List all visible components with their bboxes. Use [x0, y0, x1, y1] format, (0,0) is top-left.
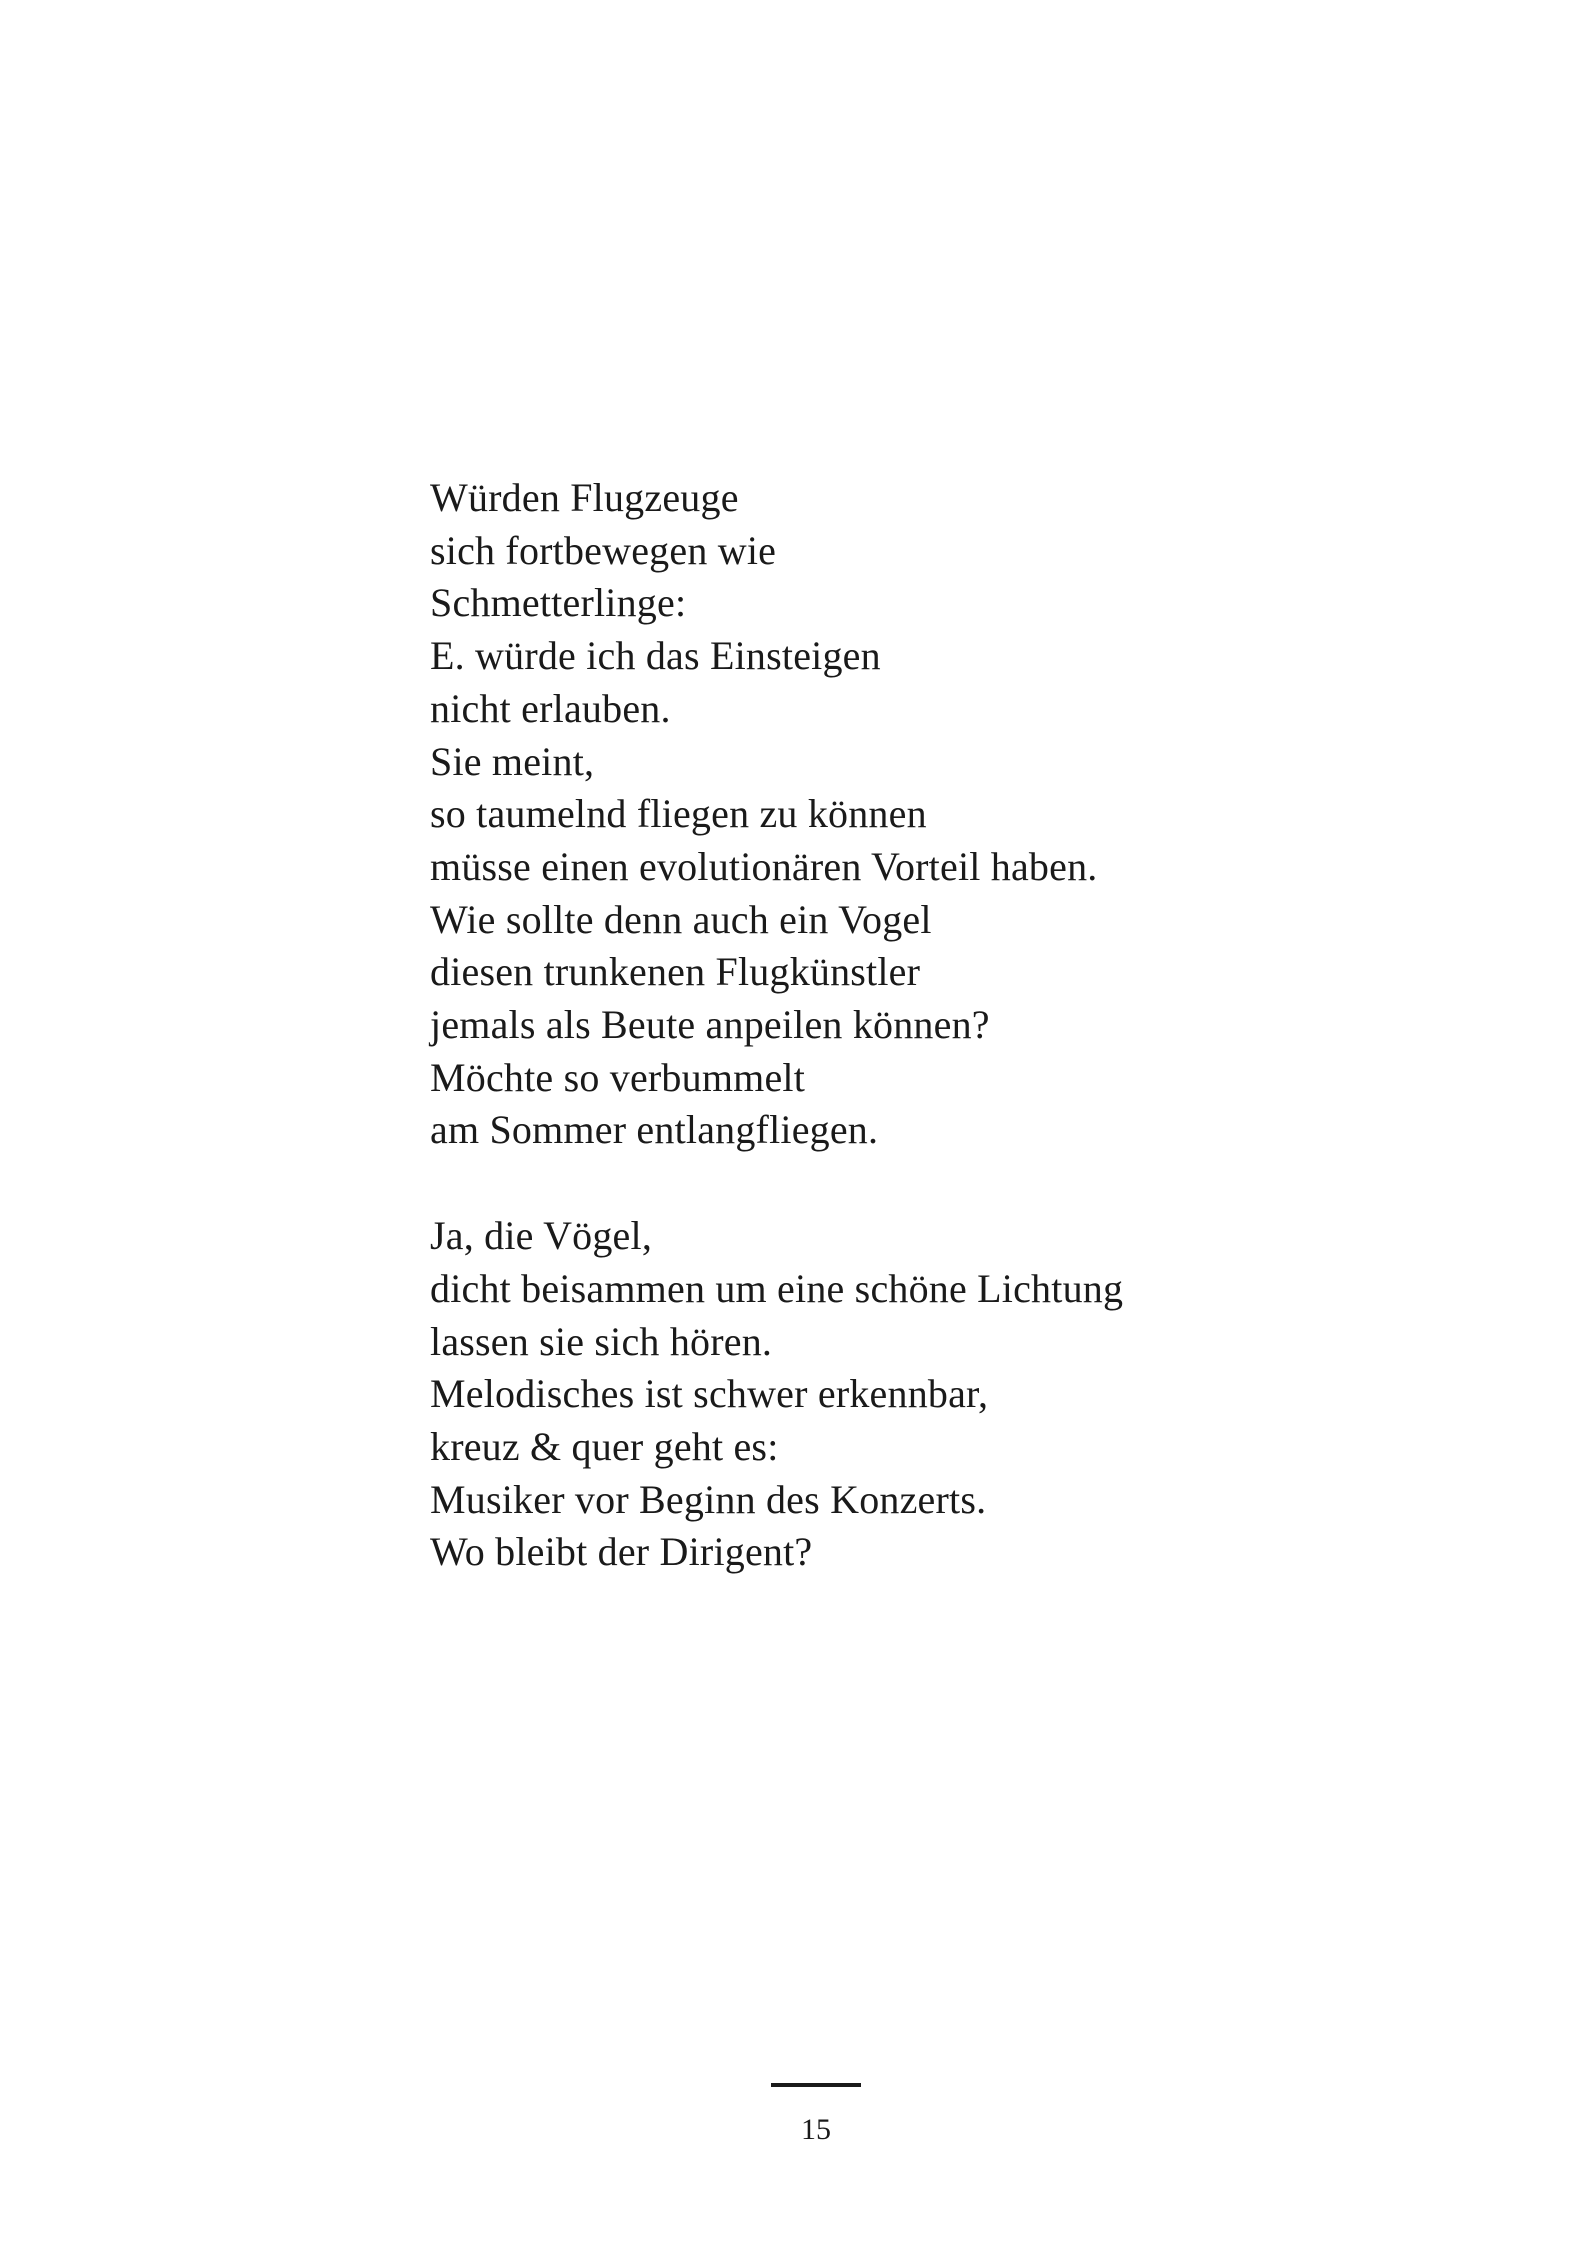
poem-line: am Sommer entlangfliegen.	[430, 1107, 879, 1153]
poem-line: müsse einen evolutionären Vorteil haben.	[430, 843, 1098, 889]
page-number: 15	[801, 2113, 831, 2146]
page-number-rule	[771, 2083, 861, 2087]
stanza-1	[430, 472, 1430, 1157]
poem-line: diesen trunkenen Flugkünstler	[430, 949, 921, 995]
stanza-2	[430, 1210, 1430, 1579]
poem-line: so taumelnd fliegen zu können	[430, 791, 927, 837]
poem	[430, 472, 1430, 1579]
poem-line: Wie sollte denn auch ein Vogel	[430, 896, 932, 942]
poem-line: dicht beisammen um eine schöne Lichtung	[430, 1265, 1124, 1311]
poem-line: Sie meint,	[430, 738, 595, 784]
poem-line: sich fortbewegen wie	[430, 527, 777, 573]
poem-line: kreuz & quer geht es:	[430, 1423, 779, 1469]
poem-line: Möchte so verbummelt	[430, 1054, 806, 1100]
poem-line: Schmetterlinge:	[430, 580, 687, 626]
poem-line: jemals als Beute anpeilen können?	[430, 1002, 990, 1048]
poem-line: Würden Flugzeuge	[430, 475, 739, 520]
poem-line: Musiker vor Beginn des Konzerts.	[430, 1476, 987, 1522]
poem-line: lassen sie sich hören.	[430, 1318, 773, 1364]
poem-line: Melodisches ist schwer erkennbar,	[430, 1371, 989, 1417]
poem-line: E. würde ich das Einsteigen	[430, 633, 881, 679]
poem-line: nicht erlauben.	[430, 685, 671, 731]
poem-line: Wo bleibt der Dirigent?	[430, 1529, 813, 1575]
poem-line: Ja, die Vögel,	[430, 1213, 653, 1259]
